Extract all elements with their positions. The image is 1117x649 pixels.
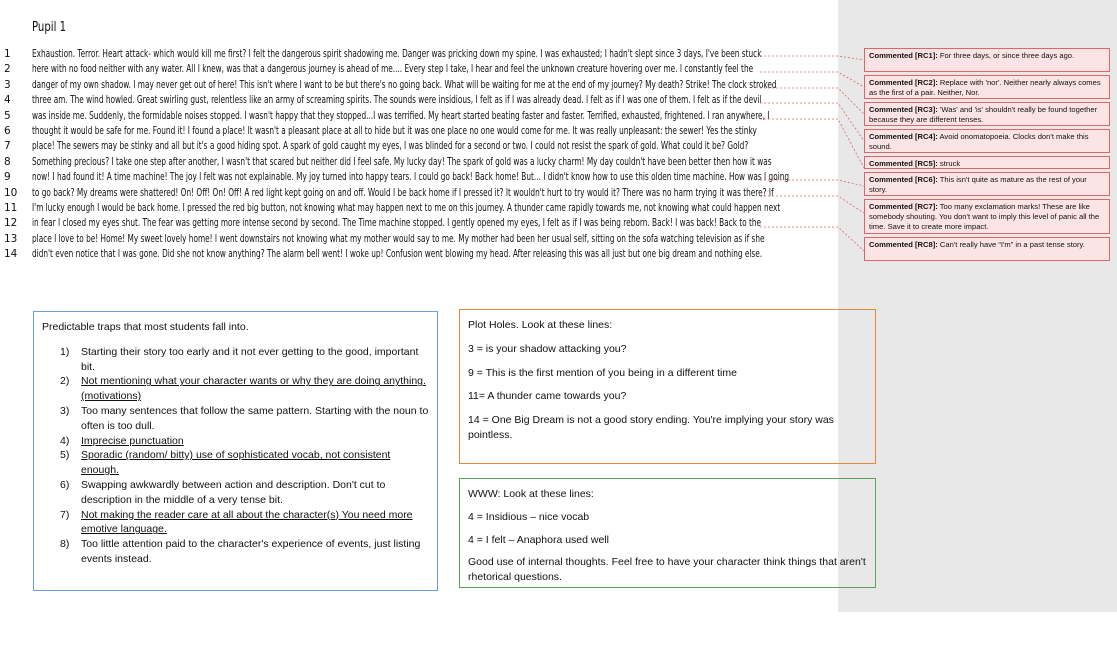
comment-label: Commented [RC3]:: [869, 105, 938, 114]
line-text: I'm lucky enough I would be back home. I pressed the red big button, not knowing what may happen next to me on this journey. A thunder came rapidly towards me, not knowing what could happen next: [32, 201, 781, 214]
line-number: 14: [4, 248, 18, 261]
line-number: 2: [4, 63, 11, 76]
line-text: didn't even notice that I was gone. Did she not know anything? The alarm bell went! I woke up! Confusion went blowing my head. After releasing this was all just but one big dream and nothing else.: [32, 248, 763, 261]
trap-text: Swapping awkwardly between action and description. Don't cut to description in the middle of a very tense bit.: [81, 478, 386, 506]
traps-box: [33, 311, 438, 591]
trap-number: 5): [60, 449, 70, 462]
trap-number: 1): [60, 345, 70, 358]
comment-bubble[interactable]: [864, 199, 1110, 234]
comment-text: struck: [939, 159, 961, 168]
www-heading: WWW: Look at these lines:: [468, 488, 594, 500]
plot-hole-item: 14 = One Big Dream is not a good story ending. You're implying your story was pointless.: [468, 414, 834, 441]
line-text: danger of my own shadow. I may never get out of here! This isn't where I want to be but there's no going back. What will be waiting for me at the end of my journey? My death? Strike! The clock stroked: [32, 78, 777, 91]
comment-bubble[interactable]: [864, 102, 1110, 126]
www-item: 4 = Insidious – nice vocab: [468, 510, 590, 523]
line-text: Something precious? I take one step after another, I wasn't that scared but neither did I feel safe. My lucky day! The spark of gold was a lucky charm! My day couldn't have been better then how it was: [32, 155, 772, 168]
story-line: [0, 93, 838, 108]
comment-label: Commented [RC7]:: [869, 202, 938, 211]
line-number: 13: [4, 232, 18, 245]
plot-hole-item: 11= A thunder came towards you?: [468, 390, 627, 403]
comment-label: Commented [RC1]:: [869, 51, 938, 60]
line-number: 8: [4, 155, 11, 168]
comment-text: Can't really have “I'm” in a past tense story.: [939, 240, 1085, 249]
story-line: [0, 201, 838, 216]
story-line: [0, 186, 838, 201]
story-line: [0, 216, 838, 231]
line-text: to go back? My dreams were shattered! On! Off! On! Off! A red light kept going on and off. Would I be back home if I pressed it? It wouldn't hurt to try would it? There was no harm trying it was there? If: [32, 186, 774, 199]
www-item: 4 = I felt – Anaphora used well: [468, 533, 609, 546]
line-text: place I love to be! Home! My sweet lovely home! I went downstairs not knowing what my mother would say to me. My mother had been her usual self, sitting on the sofa watching television as if she: [32, 232, 765, 245]
trap-item: [42, 537, 429, 567]
plot-hole-item: 9 = This is the first mention of you being in a different time: [468, 366, 737, 379]
story-line: [0, 247, 838, 262]
line-text: now! I had found it! A time machine! The joy I felt was not explainable. My joy turned into happy tears. I could go back! Back home! But... I didn't know how to use this olden time machine. How was I going: [32, 171, 790, 184]
line-text: thought it would be safe for me. Found it! I found a place! It wasn't a pleasant place at all to hide but it was one place no one would come for me. It was really unpleasant: the sewer! Yes the stinky: [32, 124, 757, 137]
trap-text: Too many sentences that follow the same pattern. Starting with the noun to often is too dull.: [81, 404, 429, 432]
comment-label: Commented [RC6]:: [869, 175, 938, 184]
trap-item: [42, 448, 429, 478]
line-text: here with no food neither with any water. All I knew, was that a dangerous journey is ahead of me.... Every step I take, I hear and feel the unknown creature hovering over me. I constantly feel the: [32, 63, 754, 76]
line-number: 1: [4, 48, 11, 60]
story-line: [0, 170, 838, 185]
trap-text: Too little attention paid to the character's experience of events, just listing events instead.: [81, 538, 421, 565]
story-line: [0, 232, 838, 247]
trap-number: 3): [60, 404, 70, 417]
www-item: Good use of internal thoughts. Feel free to have your character think things that aren't rhetorical questions.: [468, 556, 866, 584]
comment-text: Replace with 'nor'. Neither nearly always comes as the first of a pair. Neither, Nor.: [869, 78, 1101, 97]
comment-bubble[interactable]: [864, 48, 1110, 72]
trap-text: Not mentioning what your character wants or why they are doing anything. (motivations): [81, 375, 426, 403]
trap-text: Imprecise punctuation: [81, 434, 184, 447]
trap-item: [42, 374, 429, 404]
traps-list: [42, 345, 429, 567]
line-text: place! The sewers may be stinky and all but it's a good hiding spot. A spark of gold caught my eyes, I was blinded for a second or two. I could not resist the spark of gold. What could it be? Gold?: [32, 140, 749, 153]
comment-bubble[interactable]: [864, 172, 1110, 196]
line-text: three am. The wind howled. Great swirling gust, relentless like an army of screaming spirits. The sounds were insidious, I felt as if I was already dead. I felt as if I was one of them. I felt as if the devil: [32, 94, 762, 107]
story-line: [0, 62, 838, 77]
comment-text: This isn't quite as mature as the rest of your story.: [869, 175, 1087, 194]
line-number: 11: [4, 201, 18, 214]
comment-bubble[interactable]: [864, 75, 1110, 99]
line-number: 6: [4, 124, 11, 137]
traps-heading: Predictable traps that most students fall into.: [42, 321, 249, 333]
comment-bubble[interactable]: [864, 237, 1110, 261]
line-text: in fear I closed my eyes shut. The fear was getting more intense second by second. The Time machine stopped. I gently opened my eyes, I felt as if I was being reborn. Back! I was back! Back to the: [32, 217, 762, 230]
trap-item: [42, 404, 429, 434]
comment-label: Commented [RC2]:: [869, 78, 938, 87]
comment-label: Commented [RC5]:: [869, 159, 938, 168]
page-title: Pupil 1: [32, 20, 67, 35]
comment-label: Commented [RC8]:: [869, 240, 938, 249]
comments-panel: [864, 48, 1110, 264]
line-text: was inside me. Suddenly, the formidable noises stopped. I wasn't happy that they stopped...I was terrified. My heart started beating faster and faster. Terrified, exhausted, frightened. I ran anywhere, I: [32, 109, 770, 122]
line-number: 3: [4, 78, 11, 91]
story-text: [0, 47, 838, 262]
trap-text: Not making the reader care at all about the character(s) You need more emotive language.: [81, 508, 413, 536]
story-line: [0, 78, 838, 93]
trap-item: [42, 434, 429, 449]
line-number: 9: [4, 171, 11, 184]
comment-text: Avoid onomatopoeia. Clocks don't make this sound.: [869, 132, 1089, 151]
plot-holes-heading: Plot Holes. Look at these lines:: [468, 319, 613, 331]
line-number: 10: [4, 186, 18, 199]
story-line: [0, 139, 838, 154]
comment-label: Commented [RC4]:: [869, 132, 938, 141]
line-number: 4: [4, 94, 11, 107]
trap-number: 4): [60, 434, 70, 447]
story-line: [0, 124, 838, 139]
trap-item: [42, 508, 429, 538]
plot-holes-box: [459, 309, 876, 464]
line-number: 5: [4, 109, 11, 122]
www-box: [459, 478, 876, 588]
comment-bubble[interactable]: [864, 156, 1110, 169]
plot-hole-item: 3 = is your shadow attacking you?: [468, 342, 627, 355]
comment-bubble[interactable]: [864, 129, 1110, 153]
line-number: 7: [4, 140, 11, 153]
trap-number: 8): [60, 538, 70, 551]
story-line: [0, 109, 838, 124]
line-number: 12: [4, 217, 18, 230]
trap-number: 7): [60, 508, 70, 521]
comment-text: Too many exclamation marks! These are like somebody shouting. You don't want to imply this level of panic all the time. Save it to create more impact.: [869, 202, 1100, 231]
trap-text: Starting their story too early and it not ever getting to the good, important bit.: [81, 345, 419, 373]
story-line: [0, 155, 838, 170]
trap-text: Sporadic (random/ bitty) use of sophisticated vocab, not consistent enough.: [81, 449, 391, 477]
trap-number: 2): [60, 375, 70, 388]
line-text: Exhaustion. Terror. Heart attack- which would kill me first? I felt the dangerous spirit shadowing me. Danger was pricking down my spine. I was exhausted; I hadn't slept since 3 days, I've been stuck: [32, 48, 762, 60]
comment-text: 'Was' and 'is' shouldn't really be found together because they are different tenses.: [869, 105, 1098, 124]
trap-number: 6): [60, 478, 70, 491]
trap-item: [42, 478, 429, 508]
story-line: [0, 47, 838, 62]
comment-text: For three days, or since three days ago.: [939, 51, 1075, 60]
trap-item: [42, 345, 429, 375]
